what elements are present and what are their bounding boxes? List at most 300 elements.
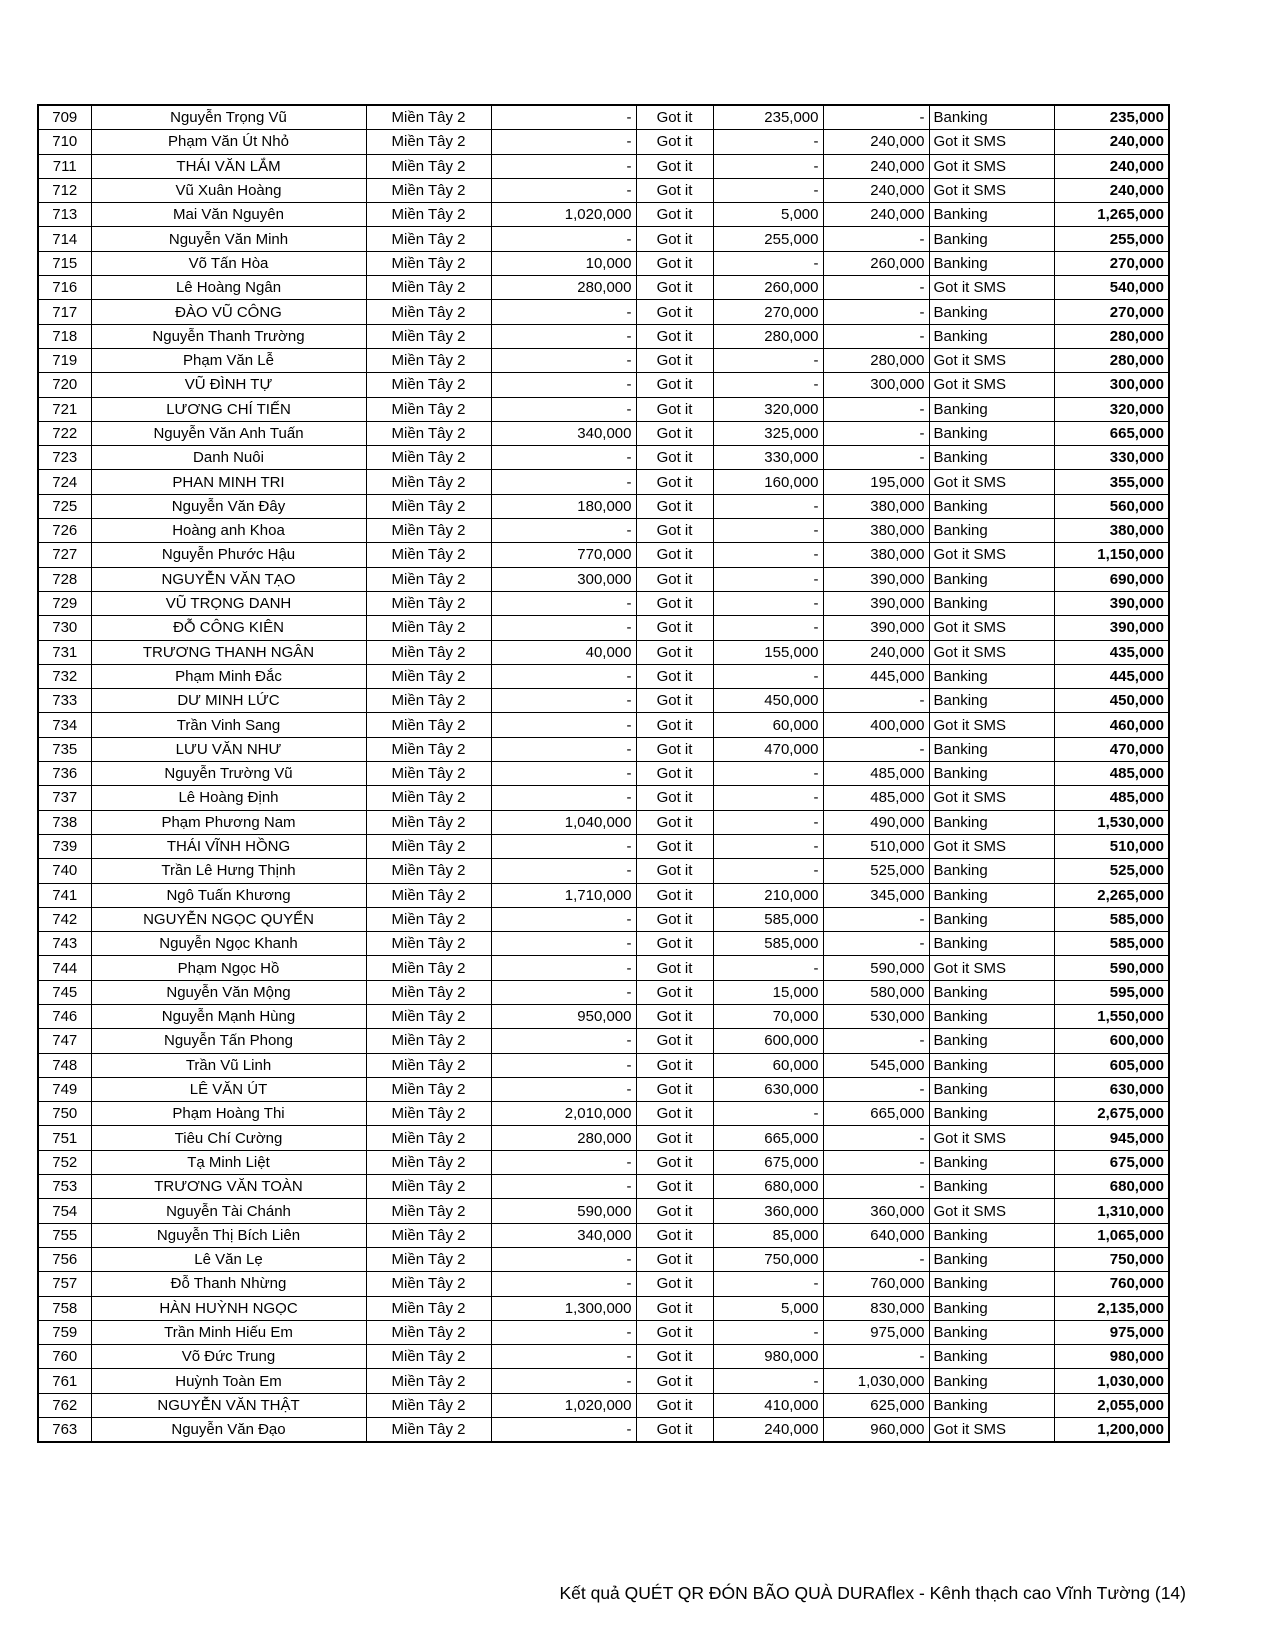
- cell-qr-amount: -: [491, 859, 636, 883]
- cell-region: Miền Tây 2: [366, 762, 491, 786]
- table-row: [38, 203, 1169, 227]
- cell-status: Got it: [636, 664, 713, 688]
- cell-channel: Banking: [929, 907, 1054, 931]
- cell-amount-b: 345,000: [823, 883, 929, 907]
- cell-total: 255,000: [1054, 227, 1169, 251]
- cell-region: Miền Tây 2: [366, 130, 491, 154]
- cell-status: Got it: [636, 980, 713, 1004]
- cell-qr-amount: 1,710,000: [491, 883, 636, 907]
- cell-total: 235,000: [1054, 105, 1169, 130]
- table-row: [38, 1029, 1169, 1053]
- cell-name: Trần Vũ Linh: [91, 1053, 366, 1077]
- cell-amount-b: 195,000: [823, 470, 929, 494]
- cell-qr-amount: -: [491, 1369, 636, 1393]
- cell-channel: Banking: [929, 932, 1054, 956]
- cell-qr-amount: -: [491, 470, 636, 494]
- cell-stt: 761: [38, 1369, 91, 1393]
- cell-status: Got it: [636, 154, 713, 178]
- cell-amount-a: 470,000: [713, 737, 823, 761]
- cell-total: 300,000: [1054, 373, 1169, 397]
- cell-amount-b: -: [823, 1150, 929, 1174]
- cell-channel: Banking: [929, 324, 1054, 348]
- cell-total: 1,265,000: [1054, 203, 1169, 227]
- table-row: [38, 1223, 1169, 1247]
- cell-region: Miền Tây 2: [366, 300, 491, 324]
- cell-total: 390,000: [1054, 591, 1169, 615]
- cell-total: 560,000: [1054, 494, 1169, 518]
- cell-qr-amount: -: [491, 105, 636, 130]
- cell-amount-b: 240,000: [823, 130, 929, 154]
- cell-name: ĐÀO VŨ CÔNG: [91, 300, 366, 324]
- cell-stt: 749: [38, 1077, 91, 1101]
- cell-channel: Got it SMS: [929, 616, 1054, 640]
- cell-qr-amount: -: [491, 713, 636, 737]
- cell-stt: 739: [38, 834, 91, 858]
- cell-name: Nguyễn Ngọc Khanh: [91, 932, 366, 956]
- cell-amount-b: 380,000: [823, 519, 929, 543]
- cell-stt: 738: [38, 810, 91, 834]
- cell-total: 945,000: [1054, 1126, 1169, 1150]
- cell-region: Miền Tây 2: [366, 932, 491, 956]
- cell-name: Nguyễn Trường Vũ: [91, 762, 366, 786]
- cell-amount-a: 160,000: [713, 470, 823, 494]
- cell-total: 450,000: [1054, 689, 1169, 713]
- cell-status: Got it: [636, 1272, 713, 1296]
- cell-status: Got it: [636, 762, 713, 786]
- table-row: [38, 1150, 1169, 1174]
- cell-status: Got it: [636, 421, 713, 445]
- cell-total: 390,000: [1054, 616, 1169, 640]
- cell-region: Miền Tây 2: [366, 373, 491, 397]
- cell-channel: Got it SMS: [929, 178, 1054, 202]
- cell-region: Miền Tây 2: [366, 786, 491, 810]
- cell-channel: Got it SMS: [929, 640, 1054, 664]
- cell-stt: 754: [38, 1199, 91, 1223]
- cell-qr-amount: -: [491, 154, 636, 178]
- cell-status: Got it: [636, 1296, 713, 1320]
- cell-amount-a: -: [713, 859, 823, 883]
- cell-amount-b: 280,000: [823, 348, 929, 372]
- cell-name: TRƯƠNG THANH NGÂN: [91, 640, 366, 664]
- cell-stt: 723: [38, 446, 91, 470]
- cell-qr-amount: -: [491, 786, 636, 810]
- cell-total: 330,000: [1054, 446, 1169, 470]
- cell-stt: 726: [38, 519, 91, 543]
- cell-channel: Banking: [929, 1102, 1054, 1126]
- cell-region: Miền Tây 2: [366, 616, 491, 640]
- cell-amount-b: 525,000: [823, 859, 929, 883]
- cell-amount-a: 450,000: [713, 689, 823, 713]
- cell-amount-a: -: [713, 1272, 823, 1296]
- table-row: [38, 1175, 1169, 1199]
- cell-region: Miền Tây 2: [366, 227, 491, 251]
- cell-channel: Got it SMS: [929, 470, 1054, 494]
- cell-region: Miền Tây 2: [366, 1272, 491, 1296]
- cell-name: Nguyễn Văn Anh Tuấn: [91, 421, 366, 445]
- cell-total: 1,310,000: [1054, 1199, 1169, 1223]
- cell-amount-a: 270,000: [713, 300, 823, 324]
- table-row: [38, 640, 1169, 664]
- cell-qr-amount: 340,000: [491, 1223, 636, 1247]
- cell-stt: 742: [38, 907, 91, 931]
- cell-stt: 736: [38, 762, 91, 786]
- table-row: [38, 373, 1169, 397]
- cell-amount-a: 600,000: [713, 1029, 823, 1053]
- cell-name: Đỗ Thanh Nhừng: [91, 1272, 366, 1296]
- cell-name: Huỳnh Toàn Em: [91, 1369, 366, 1393]
- cell-status: Got it: [636, 810, 713, 834]
- cell-channel: Banking: [929, 1223, 1054, 1247]
- cell-total: 2,055,000: [1054, 1393, 1169, 1417]
- cell-amount-b: -: [823, 446, 929, 470]
- cell-name: Lê Hoàng Định: [91, 786, 366, 810]
- cell-total: 240,000: [1054, 154, 1169, 178]
- cell-region: Miền Tây 2: [366, 1223, 491, 1247]
- table-row: [38, 883, 1169, 907]
- cell-amount-a: -: [713, 373, 823, 397]
- cell-qr-amount: -: [491, 591, 636, 615]
- cell-total: 590,000: [1054, 956, 1169, 980]
- table-row: [38, 494, 1169, 518]
- cell-qr-amount: 180,000: [491, 494, 636, 518]
- cell-amount-a: 5,000: [713, 1296, 823, 1320]
- cell-amount-b: -: [823, 105, 929, 130]
- cell-amount-b: 640,000: [823, 1223, 929, 1247]
- cell-channel: Got it SMS: [929, 713, 1054, 737]
- cell-status: Got it: [636, 834, 713, 858]
- cell-qr-amount: -: [491, 178, 636, 202]
- cell-amount-b: -: [823, 1126, 929, 1150]
- cell-amount-b: 240,000: [823, 154, 929, 178]
- cell-name: Lê Hoàng Ngân: [91, 276, 366, 300]
- table-row: [38, 834, 1169, 858]
- table-row: [38, 1126, 1169, 1150]
- cell-status: Got it: [636, 956, 713, 980]
- cell-status: Got it: [636, 883, 713, 907]
- cell-name: Nguyễn Văn Đây: [91, 494, 366, 518]
- cell-amount-a: 325,000: [713, 421, 823, 445]
- table-row: [38, 1004, 1169, 1028]
- cell-qr-amount: 1,020,000: [491, 1393, 636, 1417]
- cell-amount-a: -: [713, 762, 823, 786]
- cell-total: 975,000: [1054, 1320, 1169, 1344]
- cell-name: NGUYỄN VĂN THẬT: [91, 1393, 366, 1417]
- cell-qr-amount: -: [491, 980, 636, 1004]
- cell-stt: 720: [38, 373, 91, 397]
- cell-stt: 759: [38, 1320, 91, 1344]
- cell-channel: Banking: [929, 883, 1054, 907]
- cell-stt: 728: [38, 567, 91, 591]
- table-row: [38, 737, 1169, 761]
- cell-region: Miền Tây 2: [366, 1320, 491, 1344]
- cell-amount-b: 530,000: [823, 1004, 929, 1028]
- cell-amount-a: 255,000: [713, 227, 823, 251]
- cell-region: Miền Tây 2: [366, 348, 491, 372]
- cell-region: Miền Tây 2: [366, 980, 491, 1004]
- cell-stt: 755: [38, 1223, 91, 1247]
- cell-channel: Banking: [929, 397, 1054, 421]
- cell-stt: 760: [38, 1345, 91, 1369]
- cell-channel: Got it SMS: [929, 1418, 1054, 1443]
- cell-amount-a: -: [713, 251, 823, 275]
- cell-qr-amount: 300,000: [491, 567, 636, 591]
- table-row: [38, 1296, 1169, 1320]
- table-row: [38, 1369, 1169, 1393]
- cell-stt: 715: [38, 251, 91, 275]
- cell-channel: Banking: [929, 591, 1054, 615]
- cell-total: 630,000: [1054, 1077, 1169, 1101]
- cell-amount-b: 390,000: [823, 591, 929, 615]
- table-row: [38, 567, 1169, 591]
- cell-status: Got it: [636, 713, 713, 737]
- cell-total: 320,000: [1054, 397, 1169, 421]
- table-row: [38, 932, 1169, 956]
- cell-region: Miền Tây 2: [366, 1393, 491, 1417]
- cell-amount-b: 590,000: [823, 956, 929, 980]
- cell-name: HÀN HUỲNH NGỌC: [91, 1296, 366, 1320]
- cell-channel: Banking: [929, 1029, 1054, 1053]
- table-row: [38, 1247, 1169, 1271]
- cell-amount-a: -: [713, 664, 823, 688]
- cell-name: Nguyễn Văn Minh: [91, 227, 366, 251]
- table-row: [38, 762, 1169, 786]
- cell-status: Got it: [636, 1150, 713, 1174]
- cell-region: Miền Tây 2: [366, 859, 491, 883]
- cell-amount-a: 665,000: [713, 1126, 823, 1150]
- cell-status: Got it: [636, 1369, 713, 1393]
- cell-name: Phạm Minh Đắc: [91, 664, 366, 688]
- cell-stt: 747: [38, 1029, 91, 1053]
- table-row: [38, 178, 1169, 202]
- cell-amount-b: 240,000: [823, 178, 929, 202]
- cell-channel: Banking: [929, 980, 1054, 1004]
- cell-name: DƯ MINH LỨC: [91, 689, 366, 713]
- table-row: [38, 421, 1169, 445]
- cell-total: 2,265,000: [1054, 883, 1169, 907]
- cell-name: THÁI VĂN LẮM: [91, 154, 366, 178]
- cell-channel: Got it SMS: [929, 786, 1054, 810]
- cell-status: Got it: [636, 1102, 713, 1126]
- cell-amount-b: 960,000: [823, 1418, 929, 1443]
- cell-status: Got it: [636, 446, 713, 470]
- cell-total: 585,000: [1054, 932, 1169, 956]
- cell-status: Got it: [636, 1345, 713, 1369]
- cell-region: Miền Tây 2: [366, 689, 491, 713]
- cell-name: Phạm Văn Lễ: [91, 348, 366, 372]
- cell-channel: Got it SMS: [929, 834, 1054, 858]
- cell-channel: Banking: [929, 762, 1054, 786]
- cell-qr-amount: -: [491, 1077, 636, 1101]
- cell-total: 240,000: [1054, 178, 1169, 202]
- cell-qr-amount: -: [491, 227, 636, 251]
- cell-qr-amount: 40,000: [491, 640, 636, 664]
- table-row: [38, 470, 1169, 494]
- cell-status: Got it: [636, 324, 713, 348]
- cell-amount-a: 680,000: [713, 1175, 823, 1199]
- cell-total: 750,000: [1054, 1247, 1169, 1271]
- cell-channel: Banking: [929, 664, 1054, 688]
- cell-total: 690,000: [1054, 567, 1169, 591]
- table-row: [38, 859, 1169, 883]
- table-row: [38, 810, 1169, 834]
- table-row: [38, 519, 1169, 543]
- cell-amount-b: 380,000: [823, 494, 929, 518]
- cell-amount-b: 360,000: [823, 1199, 929, 1223]
- cell-region: Miền Tây 2: [366, 1102, 491, 1126]
- cell-channel: Banking: [929, 227, 1054, 251]
- table-row: [38, 1077, 1169, 1101]
- cell-amount-a: 5,000: [713, 203, 823, 227]
- cell-total: 680,000: [1054, 1175, 1169, 1199]
- cell-stt: 721: [38, 397, 91, 421]
- cell-status: Got it: [636, 932, 713, 956]
- cell-channel: Got it SMS: [929, 348, 1054, 372]
- table-row: [38, 300, 1169, 324]
- cell-status: Got it: [636, 373, 713, 397]
- cell-stt: 745: [38, 980, 91, 1004]
- cell-qr-amount: -: [491, 956, 636, 980]
- cell-region: Miền Tây 2: [366, 713, 491, 737]
- cell-amount-a: -: [713, 348, 823, 372]
- cell-channel: Banking: [929, 689, 1054, 713]
- cell-amount-b: 510,000: [823, 834, 929, 858]
- cell-region: Miền Tây 2: [366, 421, 491, 445]
- cell-stt: 732: [38, 664, 91, 688]
- cell-channel: Got it SMS: [929, 130, 1054, 154]
- cell-region: Miền Tây 2: [366, 1150, 491, 1174]
- cell-region: Miền Tây 2: [366, 664, 491, 688]
- cell-channel: Banking: [929, 446, 1054, 470]
- cell-qr-amount: -: [491, 348, 636, 372]
- table-row: [38, 251, 1169, 275]
- cell-name: Võ Tấn Hòa: [91, 251, 366, 275]
- cell-amount-b: -: [823, 324, 929, 348]
- cell-amount-a: 330,000: [713, 446, 823, 470]
- cell-name: PHAN MINH TRI: [91, 470, 366, 494]
- cell-total: 445,000: [1054, 664, 1169, 688]
- cell-amount-a: 260,000: [713, 276, 823, 300]
- cell-amount-b: 260,000: [823, 251, 929, 275]
- cell-region: Miền Tây 2: [366, 640, 491, 664]
- cell-region: Miền Tây 2: [366, 1053, 491, 1077]
- cell-amount-b: 760,000: [823, 1272, 929, 1296]
- cell-qr-amount: 280,000: [491, 276, 636, 300]
- cell-channel: Banking: [929, 1320, 1054, 1344]
- cell-amount-b: -: [823, 227, 929, 251]
- cell-channel: Banking: [929, 1345, 1054, 1369]
- cell-status: Got it: [636, 105, 713, 130]
- cell-stt: 709: [38, 105, 91, 130]
- cell-name: Phạm Văn Út Nhỏ: [91, 130, 366, 154]
- cell-stt: 756: [38, 1247, 91, 1271]
- cell-status: Got it: [636, 276, 713, 300]
- cell-name: Trần Minh Hiếu Em: [91, 1320, 366, 1344]
- cell-amount-a: -: [713, 591, 823, 615]
- cell-amount-b: -: [823, 1077, 929, 1101]
- cell-qr-amount: 1,040,000: [491, 810, 636, 834]
- cell-region: Miền Tây 2: [366, 1175, 491, 1199]
- cell-total: 675,000: [1054, 1150, 1169, 1174]
- cell-channel: Got it SMS: [929, 1199, 1054, 1223]
- cell-region: Miền Tây 2: [366, 956, 491, 980]
- cell-qr-amount: -: [491, 834, 636, 858]
- cell-region: Miền Tây 2: [366, 883, 491, 907]
- cell-total: 2,135,000: [1054, 1296, 1169, 1320]
- cell-channel: Banking: [929, 203, 1054, 227]
- cell-qr-amount: -: [491, 373, 636, 397]
- cell-region: Miền Tây 2: [366, 1029, 491, 1053]
- cell-stt: 718: [38, 324, 91, 348]
- cell-total: 460,000: [1054, 713, 1169, 737]
- cell-status: Got it: [636, 859, 713, 883]
- cell-amount-b: 1,030,000: [823, 1369, 929, 1393]
- table-row: [38, 664, 1169, 688]
- cell-qr-amount: -: [491, 300, 636, 324]
- cell-amount-a: 320,000: [713, 397, 823, 421]
- cell-status: Got it: [636, 1418, 713, 1443]
- cell-status: Got it: [636, 1126, 713, 1150]
- cell-amount-b: -: [823, 689, 929, 713]
- cell-amount-a: 750,000: [713, 1247, 823, 1271]
- cell-region: Miền Tây 2: [366, 446, 491, 470]
- cell-name: Nguyễn Tài Chánh: [91, 1199, 366, 1223]
- table-row: [38, 786, 1169, 810]
- cell-qr-amount: -: [491, 762, 636, 786]
- cell-stt: 731: [38, 640, 91, 664]
- table-row: [38, 105, 1169, 130]
- cell-name: Lê Văn Lẹ: [91, 1247, 366, 1271]
- cell-amount-a: -: [713, 810, 823, 834]
- cell-stt: 719: [38, 348, 91, 372]
- cell-name: Phạm Ngọc Hồ: [91, 956, 366, 980]
- cell-amount-b: 830,000: [823, 1296, 929, 1320]
- cell-total: 585,000: [1054, 907, 1169, 931]
- cell-channel: Banking: [929, 494, 1054, 518]
- cell-region: Miền Tây 2: [366, 1126, 491, 1150]
- cell-amount-b: -: [823, 421, 929, 445]
- cell-channel: Got it SMS: [929, 956, 1054, 980]
- cell-region: Miền Tây 2: [366, 105, 491, 130]
- table-row: [38, 397, 1169, 421]
- cell-total: 280,000: [1054, 324, 1169, 348]
- cell-status: Got it: [636, 689, 713, 713]
- cell-stt: 725: [38, 494, 91, 518]
- cell-total: 380,000: [1054, 519, 1169, 543]
- results-table: [37, 104, 1170, 1443]
- results-table-container: [37, 104, 1170, 1443]
- cell-qr-amount: 340,000: [491, 421, 636, 445]
- cell-amount-b: -: [823, 737, 929, 761]
- cell-amount-a: -: [713, 154, 823, 178]
- cell-name: Phạm Hoàng Thi: [91, 1102, 366, 1126]
- cell-status: Got it: [636, 519, 713, 543]
- cell-name: Nguyễn Mạnh Hùng: [91, 1004, 366, 1028]
- cell-qr-amount: -: [491, 616, 636, 640]
- cell-amount-b: 390,000: [823, 616, 929, 640]
- cell-stt: 724: [38, 470, 91, 494]
- cell-channel: Got it SMS: [929, 543, 1054, 567]
- cell-stt: 740: [38, 859, 91, 883]
- cell-name: Nguyễn Thị Bích Liên: [91, 1223, 366, 1247]
- cell-qr-amount: 1,020,000: [491, 203, 636, 227]
- table-row: [38, 324, 1169, 348]
- cell-qr-amount: -: [491, 664, 636, 688]
- cell-channel: Banking: [929, 1272, 1054, 1296]
- cell-amount-a: 70,000: [713, 1004, 823, 1028]
- cell-status: Got it: [636, 1320, 713, 1344]
- cell-total: 485,000: [1054, 762, 1169, 786]
- cell-region: Miền Tây 2: [366, 519, 491, 543]
